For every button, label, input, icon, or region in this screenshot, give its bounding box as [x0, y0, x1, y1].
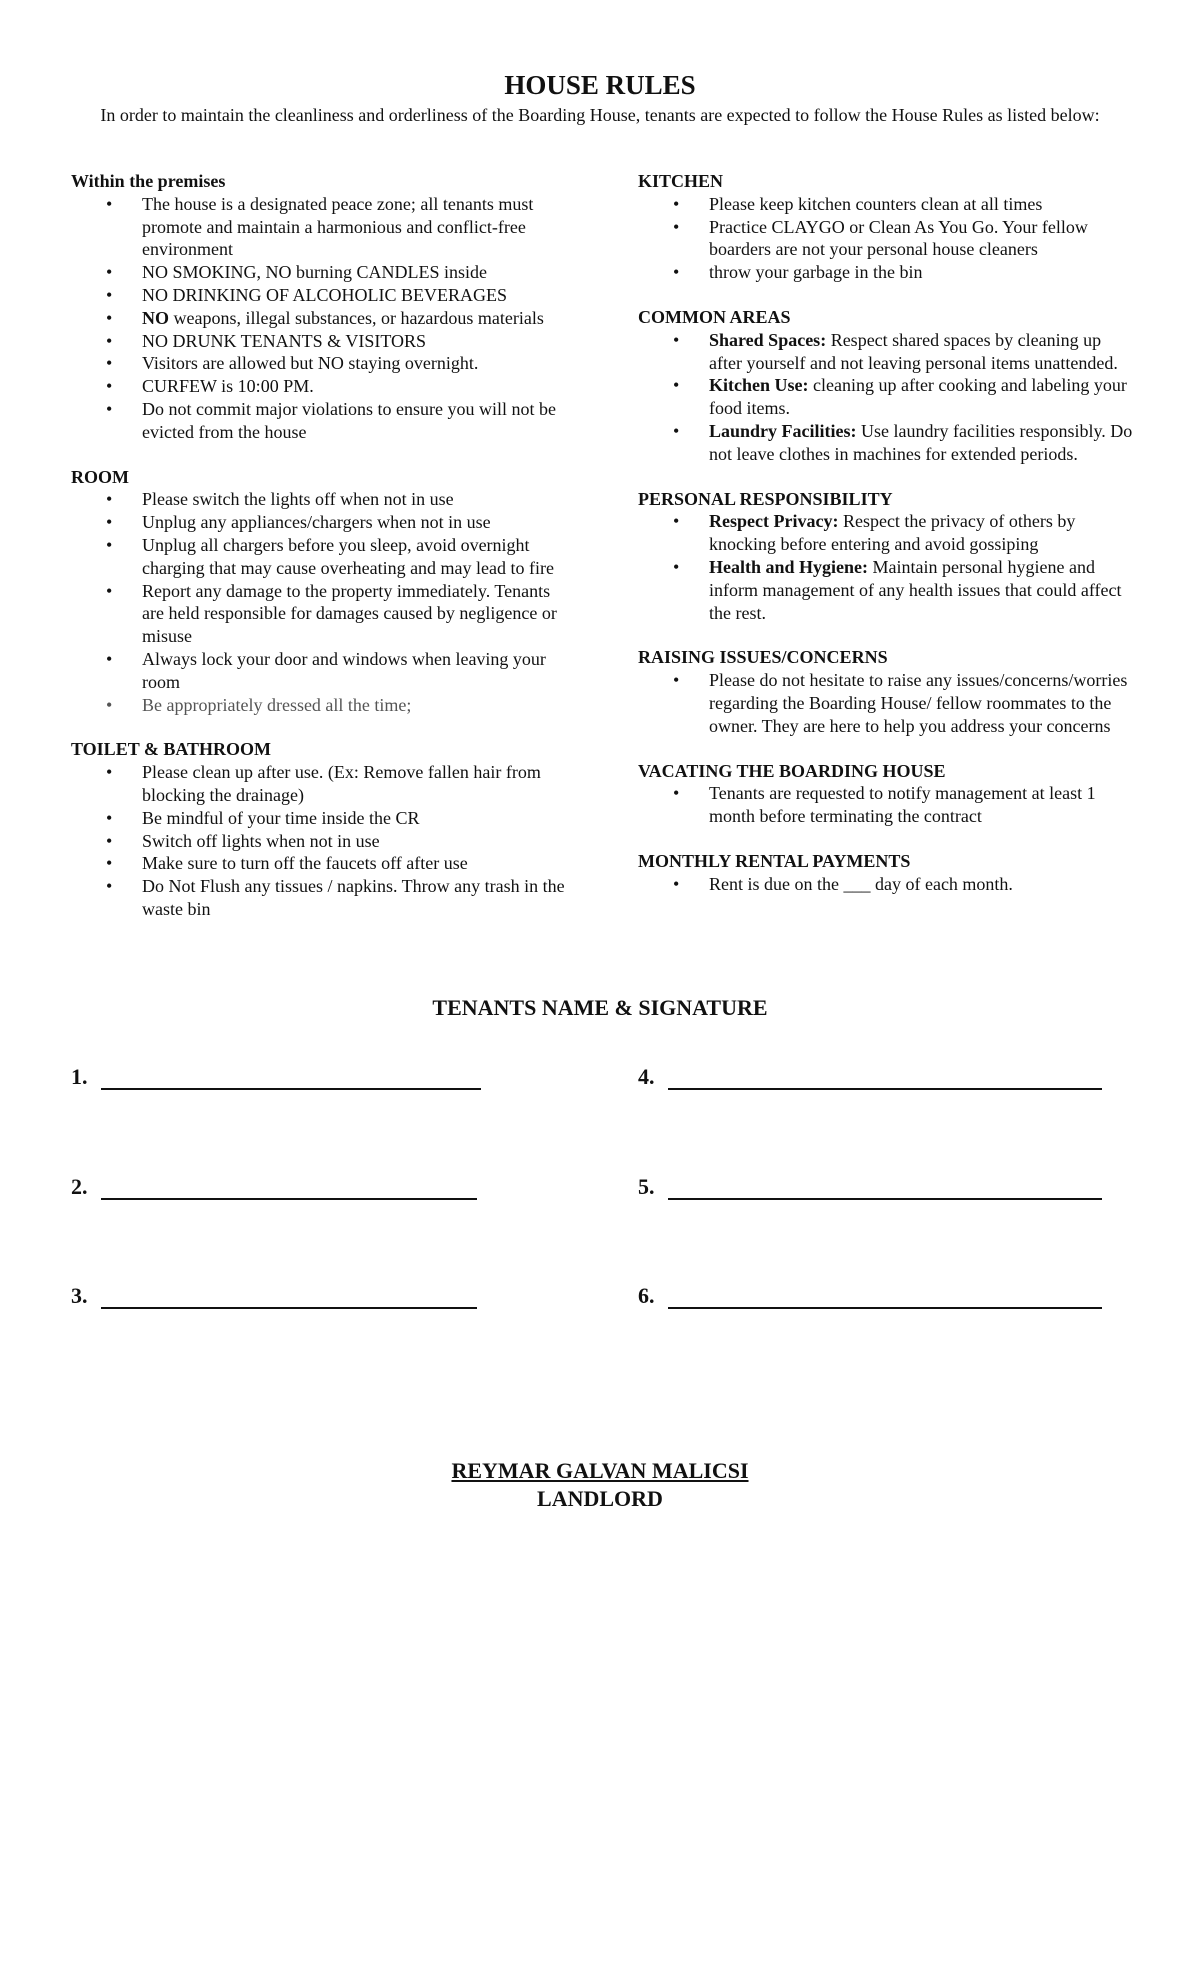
signature-number: 3.: [71, 1283, 88, 1308]
rule-lead: Shared Spaces:: [709, 329, 827, 350]
rule-text: Respect shared spaces by cleaning up after yourself and not leaving personal items unattended.: [709, 329, 1118, 373]
signature-blank[interactable]: [668, 1064, 1102, 1090]
rule-item: [71, 534, 571, 580]
section-heading: VACATING THE BOARDING HOUSE: [638, 760, 946, 781]
rule-text: Maintain personal hygiene and inform management of any health issues that could affect the rest.: [709, 556, 1122, 623]
section-monthly-rental-payments: [638, 850, 1138, 896]
rule-item: [638, 216, 1138, 262]
rule-list: [638, 329, 1138, 466]
rule-item: [71, 830, 571, 853]
section-heading: MONTHLY RENTAL PAYMENTS: [638, 850, 911, 871]
rule-item: [71, 488, 571, 511]
signature-number: 2.: [71, 1174, 88, 1199]
rule-text: NO SMOKING, NO burning CANDLES inside: [142, 262, 487, 283]
section-heading: RAISING ISSUES/CONCERNS: [638, 647, 888, 668]
rule-item: [638, 782, 1138, 828]
rule-list: [638, 510, 1138, 624]
rule-text: throw your garbage in the bin: [709, 262, 923, 283]
rule-lead: Kitchen Use:: [709, 375, 809, 396]
rule-item: [638, 873, 1138, 896]
rule-text: Respect the privacy of others by knocking before entering and avoid gossiping: [709, 511, 1076, 555]
rule-text: Do not commit major violations to ensure you will not be evicted from the house: [142, 398, 556, 442]
rule-text: Always lock your door and windows when leaving your room: [142, 648, 546, 692]
rule-item: [71, 398, 571, 444]
rule-text: Visitors are allowed but NO staying overnight.: [142, 353, 479, 374]
signature-number: 5.: [638, 1174, 655, 1199]
rule-lead: NO: [142, 307, 169, 328]
rule-item: [638, 374, 1138, 420]
signature-number: 1.: [71, 1064, 88, 1089]
signature-line-5[interactable]: [638, 1174, 1102, 1200]
rule-text: NO DRUNK TENANTS & VISITORS: [142, 330, 427, 351]
rule-text: Do Not Flush any tissues / napkins. Throw any trash in the waste bin: [142, 876, 565, 919]
rule-text: Please switch the lights off when not in use: [142, 489, 454, 510]
section-vacating-the-boarding-house: [638, 760, 1138, 828]
document-title: HOUSE RULES: [504, 70, 696, 100]
rule-text: Unplug any appliances/chargers when not in use: [142, 512, 491, 533]
rule-text: weapons, illegal substances, or hazardous materials: [169, 307, 544, 328]
section-toilet-bathroom: [71, 738, 571, 920]
rule-text: NO DRINKING OF ALCOHOLIC BEVERAGES: [142, 284, 508, 305]
section-heading: TOILET & BATHROOM: [71, 739, 272, 760]
rule-list: [638, 193, 1138, 284]
rule-item: [638, 261, 1138, 284]
rule-text: Be mindful of your time inside the CR: [142, 807, 420, 828]
section-common-areas: [638, 306, 1138, 466]
rule-text: CURFEW is 10:00 PM.: [142, 376, 314, 397]
rule-text: Use laundry facilities responsibly. Do not leave clothes in machines for extended periods.: [709, 420, 1133, 464]
left-column: [71, 170, 571, 943]
rule-list: [638, 873, 1138, 896]
rule-lead: Laundry Facilities:: [709, 420, 857, 441]
signature-line-1[interactable]: [71, 1064, 481, 1090]
signature-number: 6.: [638, 1283, 655, 1308]
intro-paragraph: In order to maintain the cleanliness and orderliness of the Boarding House, tenants are expected to follow the House Rules as listed below:: [100, 105, 1100, 125]
rule-item: [71, 330, 571, 353]
rule-item: [71, 511, 571, 534]
rule-item: [71, 875, 571, 921]
section-heading: Within the premises: [71, 171, 226, 191]
rule-item: [638, 329, 1138, 375]
section-personal-responsibility: [638, 488, 1138, 625]
section-heading: ROOM: [71, 466, 129, 487]
rule-item: [71, 352, 571, 375]
section-heading: COMMON AREAS: [638, 306, 791, 327]
rule-item: [638, 510, 1138, 556]
rule-text: cleaning up after cooking and labeling your food items.: [709, 375, 1127, 419]
section-kitchen: [638, 170, 1138, 284]
rule-item: [71, 694, 571, 717]
rule-lead: Respect Privacy:: [709, 511, 839, 532]
rule-text: Practice CLAYGO or Clean As You Go. Your fellow boarders are not your personal house cleaners: [709, 216, 1088, 260]
section-raising-issues-concerns: [638, 646, 1138, 737]
rule-list: [71, 193, 571, 444]
section-heading: KITCHEN: [638, 171, 724, 191]
signature-line-3[interactable]: [71, 1283, 477, 1309]
rule-text: Please do not hesitate to raise any issues/concerns/worries regarding the Boarding House/ fellow roommates to the owner. They are here to help you address your concerns: [709, 670, 1128, 736]
rule-text: The house is a designated peace zone; all tenants must promote and maintain a harmonious and conflict-free environment: [142, 193, 534, 260]
rule-item: [71, 261, 571, 284]
rule-list: [638, 669, 1138, 737]
rule-list: [71, 488, 571, 716]
signature-number: 4.: [638, 1064, 655, 1089]
rule-item: [638, 669, 1138, 737]
signature-line-6[interactable]: [638, 1283, 1102, 1309]
rule-text: Tenants are requested to notify management at least 1 month before terminating the contract: [709, 783, 1096, 827]
section-heading: PERSONAL RESPONSIBILITY: [638, 488, 893, 509]
rule-item: [71, 375, 571, 398]
section-within-the-premises: [71, 170, 571, 444]
rule-text: Please keep kitchen counters clean at all times: [709, 193, 1043, 214]
rule-item: [638, 420, 1138, 466]
rule-text: Rent is due on the ___ day of each month.: [709, 873, 1013, 894]
signature-line-4[interactable]: [638, 1064, 1102, 1090]
rule-item: [71, 648, 571, 694]
rule-text: Please clean up after use. (Ex: Remove fallen hair from blocking the drainage): [142, 762, 541, 805]
rule-list: [71, 761, 571, 921]
signature-heading: TENANTS NAME & SIGNATURE: [432, 995, 768, 1020]
right-column: [638, 170, 1138, 918]
signature-blank[interactable]: [101, 1174, 477, 1200]
signature-blank[interactable]: [668, 1174, 1102, 1200]
rule-item: [71, 307, 571, 330]
rule-list: [638, 782, 1138, 828]
rule-item: [71, 580, 571, 648]
landlord-name: REYMAR GALVAN MALICSI: [451, 1458, 749, 1483]
rule-item: [71, 807, 571, 830]
section-room: [71, 466, 571, 717]
rule-text: Be appropriately dressed all the time;: [142, 694, 412, 715]
signature-blank[interactable]: [668, 1283, 1102, 1309]
rule-item: [638, 556, 1138, 624]
rule-item: [71, 761, 571, 807]
rule-text: Make sure to turn off the faucets off after use: [142, 853, 468, 874]
rule-item: [71, 852, 571, 875]
landlord-title: LANDLORD: [537, 1486, 663, 1511]
signature-line-2[interactable]: [71, 1174, 477, 1200]
rule-text: Report any damage to the property immediately. Tenants are held responsible for damages caused by negligence or misuse: [142, 580, 557, 647]
signature-blank[interactable]: [101, 1064, 481, 1090]
rule-text: Unplug all chargers before you sleep, avoid overnight charging that may cause overheating and may lead to fire: [142, 534, 555, 578]
rule-lead: Health and Hygiene:: [709, 556, 869, 577]
rule-item: [71, 284, 571, 307]
signature-blank[interactable]: [101, 1283, 477, 1309]
rule-text: Switch off lights when not in use: [142, 830, 380, 851]
rule-item: [638, 193, 1138, 216]
rule-item: [71, 193, 571, 261]
